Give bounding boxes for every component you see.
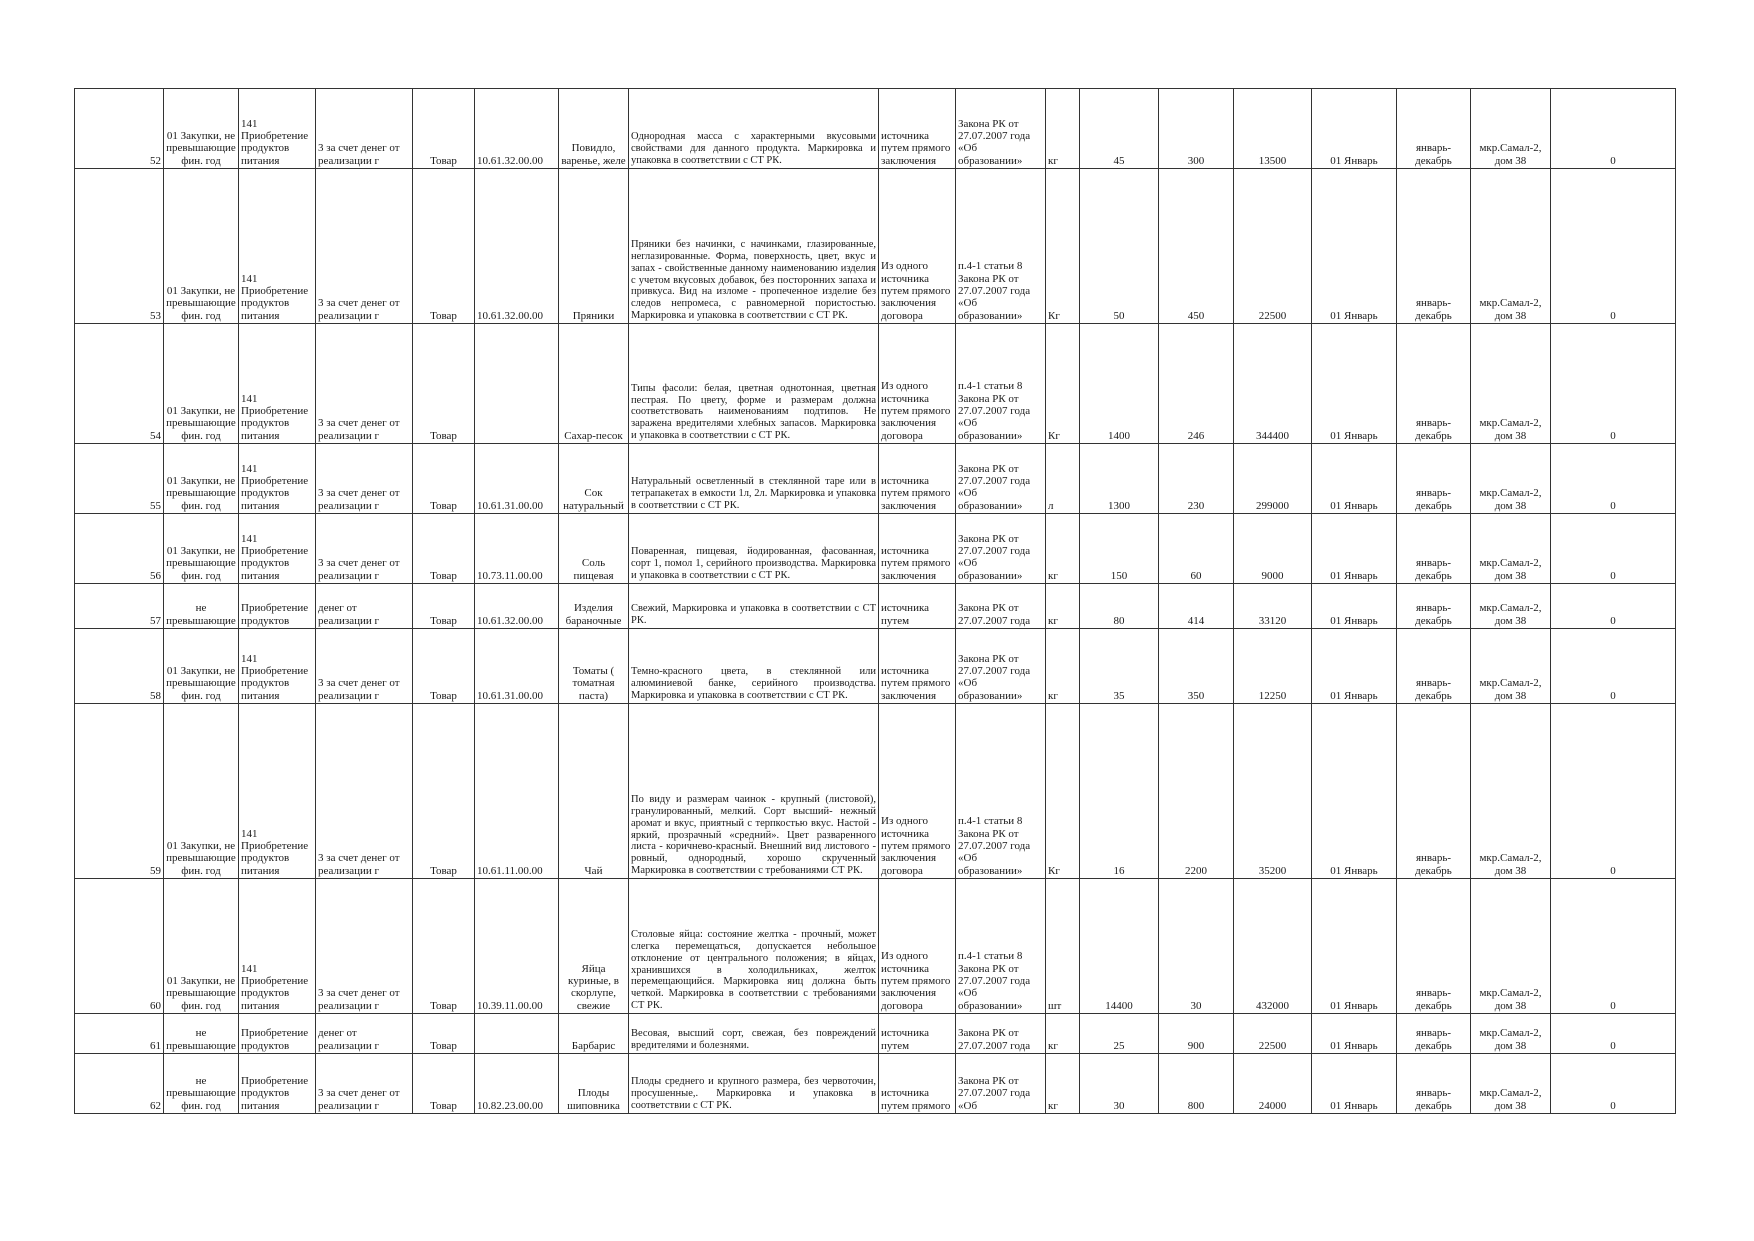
- purchase-type: 01 Закупки, не превышающие фин. год: [164, 89, 239, 169]
- delivery-period: январь-декабрь: [1397, 514, 1471, 584]
- legal-basis: п.4-1 статьи 8 Закона РК от 27.07.2007 года «Об образовании»: [956, 324, 1046, 444]
- table-row: [75, 584, 1676, 629]
- delivery-period: январь-декабрь: [1397, 169, 1471, 324]
- subject-kind: Товар: [413, 629, 475, 704]
- procurement-method: Из одного источника путем прямого заключения договора: [879, 324, 956, 444]
- item-description: Однородная масса с характерными вкусовыми свойствами для данного продукта. Маркировка и упаковка в соответствии с СТ РК.: [629, 89, 879, 169]
- delivery-period: январь-декабрь: [1397, 324, 1471, 444]
- table-row: [75, 169, 1676, 324]
- specifics: 141 Приобретение продуктов питания: [239, 879, 316, 1014]
- legal-basis: Закона РК от 27.07.2007 года: [956, 584, 1046, 629]
- item-name: Барбарис: [559, 1014, 629, 1054]
- planned-month: 01 Январь: [1312, 169, 1397, 324]
- procurement-method: источника путем прямого: [879, 1054, 956, 1114]
- quantity: 1300: [1080, 444, 1159, 514]
- unit-price: 60: [1159, 514, 1234, 584]
- subject-kind: Товар: [413, 444, 475, 514]
- purchase-type: 01 Закупки, не превышающие фин. год: [164, 704, 239, 879]
- total-sum: 22500: [1234, 169, 1312, 324]
- legal-basis: Закона РК от 27.07.2007 года «Об образовании»: [956, 444, 1046, 514]
- delivery-place: мкр.Самал-2, дом 38: [1471, 324, 1551, 444]
- advance-payment: 0: [1551, 704, 1676, 879]
- specifics: 141 Приобретение продуктов питания: [239, 169, 316, 324]
- table-row: [75, 879, 1676, 1014]
- quantity: 30: [1080, 1054, 1159, 1114]
- table-row: [75, 629, 1676, 704]
- total-sum: 9000: [1234, 514, 1312, 584]
- legal-basis: Закона РК от 27.07.2007 года «Об образовании»: [956, 629, 1046, 704]
- row-number: 58: [75, 629, 164, 704]
- procurement-method: источника путем: [879, 1014, 956, 1054]
- row-number: 57: [75, 584, 164, 629]
- purchase-type: 01 Закупки, не превышающие фин. год: [164, 444, 239, 514]
- advance-payment: 0: [1551, 514, 1676, 584]
- unit-of-measure: кг: [1046, 1054, 1080, 1114]
- subject-kind: Товар: [413, 879, 475, 1014]
- purchase-type: не превышающие фин. год: [164, 1054, 239, 1114]
- funding-source: 3 за счет денег от реализации г: [316, 629, 413, 704]
- unit-of-measure: Кг: [1046, 169, 1080, 324]
- row-number: 56: [75, 514, 164, 584]
- procurement-method: Из одного источника путем прямого заключения договора: [879, 169, 956, 324]
- item-description: Свежий, Маркировка и упаковка в соответствии с СТ РК.: [629, 584, 879, 629]
- item-name: Соль пищевая: [559, 514, 629, 584]
- legal-basis: Закона РК от 27.07.2007 года «Об образовании»: [956, 89, 1046, 169]
- item-description: Плоды среднего и крупного размера, без червоточин, просушенные,. Маркировка и упаковка в соответствии с СТ РК.: [629, 1054, 879, 1114]
- specifics: 141 Приобретение продуктов питания: [239, 629, 316, 704]
- unit-price: 450: [1159, 169, 1234, 324]
- ktru-code: 10.73.11.00.00: [475, 514, 559, 584]
- delivery-place: мкр.Самал-2, дом 38: [1471, 629, 1551, 704]
- unit-price: 350: [1159, 629, 1234, 704]
- table-row: [75, 514, 1676, 584]
- total-sum: 24000: [1234, 1054, 1312, 1114]
- row-number: 59: [75, 704, 164, 879]
- unit-of-measure: кг: [1046, 1014, 1080, 1054]
- row-number: 53: [75, 169, 164, 324]
- advance-payment: 0: [1551, 584, 1676, 629]
- ktru-code: [475, 1014, 559, 1054]
- planned-month: 01 Январь: [1312, 629, 1397, 704]
- item-name: Сахар-песок: [559, 324, 629, 444]
- delivery-period: январь-декабрь: [1397, 879, 1471, 1014]
- item-name: Повидло, варенье, желе: [559, 89, 629, 169]
- delivery-place: мкр.Самал-2, дом 38: [1471, 584, 1551, 629]
- planned-month: 01 Январь: [1312, 704, 1397, 879]
- planned-month: 01 Январь: [1312, 1054, 1397, 1114]
- item-description: По виду и размерам чаинок - крупный (листовой), гранулированный, мелкий. Сорт высший- нежный аромат и вкус, приятный с терпкостью вкус. Настой - яркий, прозрачный «средний». Цвет разваренного листа - коричнево-красный. Внешний вид листового - ровный, однородный, хорошо скрученный Маркировка в соответствии с требованиями СТ РК.: [629, 704, 879, 879]
- funding-source: 3 за счет денег от реализации г: [316, 704, 413, 879]
- delivery-period: январь-декабрь: [1397, 1014, 1471, 1054]
- unit-of-measure: шт: [1046, 879, 1080, 1014]
- row-number: 60: [75, 879, 164, 1014]
- unit-of-measure: Кг: [1046, 324, 1080, 444]
- specifics: 141 Приобретение продуктов питания: [239, 89, 316, 169]
- total-sum: 13500: [1234, 89, 1312, 169]
- delivery-period: январь-декабрь: [1397, 704, 1471, 879]
- funding-source: 3 за счет денег от реализации г: [316, 514, 413, 584]
- specifics: 141 Приобретение продуктов питания: [239, 704, 316, 879]
- item-name: Яйца куриные, в скорлупе, свежие: [559, 879, 629, 1014]
- total-sum: 22500: [1234, 1014, 1312, 1054]
- advance-payment: 0: [1551, 324, 1676, 444]
- planned-month: 01 Январь: [1312, 584, 1397, 629]
- quantity: 14400: [1080, 879, 1159, 1014]
- ktru-code: 10.61.32.00.00: [475, 169, 559, 324]
- delivery-place: мкр.Самал-2, дом 38: [1471, 1054, 1551, 1114]
- procurement-method: источника путем прямого заключения: [879, 629, 956, 704]
- legal-basis: п.4-1 статьи 8 Закона РК от 27.07.2007 года «Об образовании»: [956, 169, 1046, 324]
- planned-month: 01 Январь: [1312, 89, 1397, 169]
- total-sum: 12250: [1234, 629, 1312, 704]
- table-row: [75, 704, 1676, 879]
- planned-month: 01 Январь: [1312, 324, 1397, 444]
- table-body: [75, 89, 1676, 1114]
- delivery-place: мкр.Самал-2, дом 38: [1471, 89, 1551, 169]
- ktru-code: 10.61.31.00.00: [475, 629, 559, 704]
- unit-of-measure: кг: [1046, 584, 1080, 629]
- unit-of-measure: л: [1046, 444, 1080, 514]
- delivery-period: январь-декабрь: [1397, 1054, 1471, 1114]
- procurement-method: Из одного источника путем прямого заключения договора: [879, 704, 956, 879]
- delivery-place: мкр.Самал-2, дом 38: [1471, 704, 1551, 879]
- delivery-place: мкр.Самал-2, дом 38: [1471, 514, 1551, 584]
- item-name: Томаты ( томатная паста): [559, 629, 629, 704]
- ktru-code: 10.61.32.00.00: [475, 89, 559, 169]
- purchase-type: 01 Закупки, не превышающие фин. год: [164, 514, 239, 584]
- procurement-method: источника путем: [879, 584, 956, 629]
- legal-basis: Закона РК от 27.07.2007 года: [956, 1014, 1046, 1054]
- total-sum: 432000: [1234, 879, 1312, 1014]
- quantity: 16: [1080, 704, 1159, 879]
- table-row: [75, 1054, 1676, 1114]
- delivery-place: мкр.Самал-2, дом 38: [1471, 444, 1551, 514]
- ktru-code: 10.61.11.00.00: [475, 704, 559, 879]
- delivery-period: январь-декабрь: [1397, 629, 1471, 704]
- item-name: Пряники: [559, 169, 629, 324]
- item-name: Чай: [559, 704, 629, 879]
- total-sum: 299000: [1234, 444, 1312, 514]
- item-description: Поваренная, пищевая, йодированная, фасованная, сорт 1, помол 1, серийного производства. Маркировка и упаковка в соответствии с СТ РК.: [629, 514, 879, 584]
- table-row: [75, 444, 1676, 514]
- funding-source: 3 за счет денег от реализации г: [316, 324, 413, 444]
- procurement-method: источника путем прямого заключения: [879, 444, 956, 514]
- item-description: Темно-красного цвета, в стеклянной или алюминиевой банке, серийного производства. Маркировка и упаковка в соответствии с СТ РК.: [629, 629, 879, 704]
- total-sum: 344400: [1234, 324, 1312, 444]
- item-name: Сок натуральный: [559, 444, 629, 514]
- advance-payment: 0: [1551, 1014, 1676, 1054]
- unit-price: 900: [1159, 1014, 1234, 1054]
- unit-price: 414: [1159, 584, 1234, 629]
- delivery-period: январь-декабрь: [1397, 444, 1471, 514]
- advance-payment: 0: [1551, 444, 1676, 514]
- planned-month: 01 Январь: [1312, 1014, 1397, 1054]
- advance-payment: 0: [1551, 1054, 1676, 1114]
- total-sum: 35200: [1234, 704, 1312, 879]
- item-description: Пряники без начинки, с начинками, глазированные, неглазированные. Форма, поверхность, цвет, вкус и запах - свойственные данному наименованию изделия с учетом вкусовых добавок, без посторонних запаха и привкуса. Вид на изломе - пропеченное изделие без следов непромеса, с равномерной пористостью. Маркировка и упаковка в соответствии с СТ РК.: [629, 169, 879, 324]
- ktru-code: 10.39.11.00.00: [475, 879, 559, 1014]
- row-number: 54: [75, 324, 164, 444]
- quantity: 25: [1080, 1014, 1159, 1054]
- unit-price: 2200: [1159, 704, 1234, 879]
- delivery-period: январь-декабрь: [1397, 584, 1471, 629]
- subject-kind: Товар: [413, 584, 475, 629]
- subject-kind: Товар: [413, 324, 475, 444]
- advance-payment: 0: [1551, 629, 1676, 704]
- funding-source: денег от реализации г: [316, 584, 413, 629]
- funding-source: 3 за счет денег от реализации г: [316, 444, 413, 514]
- procurement-table: [74, 88, 1676, 1114]
- funding-source: 3 за счет денег от реализации г: [316, 89, 413, 169]
- item-description: Весовая, высший сорт, свежая, без повреждений вредителями и болезнями.: [629, 1014, 879, 1054]
- legal-basis: п.4-1 статьи 8 Закона РК от 27.07.2007 года «Об образовании»: [956, 879, 1046, 1014]
- funding-source: денег от реализации г: [316, 1014, 413, 1054]
- purchase-type: 01 Закупки, не превышающие фин. год: [164, 169, 239, 324]
- total-sum: 33120: [1234, 584, 1312, 629]
- subject-kind: Товар: [413, 1014, 475, 1054]
- purchase-type: не превышающие: [164, 1014, 239, 1054]
- row-number: 55: [75, 444, 164, 514]
- table-row: [75, 1014, 1676, 1054]
- ktru-code: 10.82.23.00.00: [475, 1054, 559, 1114]
- unit-of-measure: кг: [1046, 514, 1080, 584]
- funding-source: 3 за счет денег от реализации г: [316, 169, 413, 324]
- quantity: 1400: [1080, 324, 1159, 444]
- procurement-method: источника путем прямого заключения: [879, 514, 956, 584]
- delivery-place: мкр.Самал-2, дом 38: [1471, 879, 1551, 1014]
- purchase-type: 01 Закупки, не превышающие фин. год: [164, 324, 239, 444]
- specifics: Приобретение продуктов: [239, 584, 316, 629]
- item-description: Типы фасоли: белая, цветная однотонная, цветная пестрая. По цвету, форме и размерам должна соответствовать наименованиям подтипов. Не заражена вредителями хлебных запасов. Маркировка и упаковка в соответствии с СТ РК.: [629, 324, 879, 444]
- item-description: Столовые яйца: состояние желтка - прочный, может слегка перемещаться, допускается небольшое отклонение от центрального положения; в яйцах, хранившихся в холодильниках, желток перемещающийся. Маркировка яиц должна быть четкой. Маркировка в соответствии с требованиями СТ РК.: [629, 879, 879, 1014]
- ktru-code: [475, 324, 559, 444]
- delivery-place: мкр.Самал-2, дом 38: [1471, 169, 1551, 324]
- unit-price: 300: [1159, 89, 1234, 169]
- quantity: 35: [1080, 629, 1159, 704]
- quantity: 50: [1080, 169, 1159, 324]
- funding-source: 3 за счет денег от реализации г: [316, 1054, 413, 1114]
- specifics: 141 Приобретение продуктов питания: [239, 444, 316, 514]
- item-description: Натуральный осветленный в стеклянной таре или в тетрапакетах в емкости 1л, 2л. Маркировка и упаковка в соответствии с СТ РК.: [629, 444, 879, 514]
- ktru-code: 10.61.32.00.00: [475, 584, 559, 629]
- advance-payment: 0: [1551, 89, 1676, 169]
- purchase-type: 01 Закупки, не превышающие фин. год: [164, 879, 239, 1014]
- table-row: [75, 89, 1676, 169]
- legal-basis: Закона РК от 27.07.2007 года «Об: [956, 1054, 1046, 1114]
- funding-source: 3 за счет денег от реализации г: [316, 879, 413, 1014]
- planned-month: 01 Январь: [1312, 879, 1397, 1014]
- legal-basis: Закона РК от 27.07.2007 года «Об образовании»: [956, 514, 1046, 584]
- subject-kind: Товар: [413, 514, 475, 584]
- quantity: 45: [1080, 89, 1159, 169]
- specifics: 141 Приобретение продуктов питания: [239, 324, 316, 444]
- unit-of-measure: кг: [1046, 629, 1080, 704]
- quantity: 80: [1080, 584, 1159, 629]
- unit-price: 30: [1159, 879, 1234, 1014]
- item-name: Плоды шиповника: [559, 1054, 629, 1114]
- unit-of-measure: кг: [1046, 89, 1080, 169]
- purchase-type: не превышающие: [164, 584, 239, 629]
- specifics: 141 Приобретение продуктов питания: [239, 514, 316, 584]
- advance-payment: 0: [1551, 879, 1676, 1014]
- unit-price: 230: [1159, 444, 1234, 514]
- subject-kind: Товар: [413, 1054, 475, 1114]
- delivery-place: мкр.Самал-2, дом 38: [1471, 1014, 1551, 1054]
- subject-kind: Товар: [413, 169, 475, 324]
- row-number: 52: [75, 89, 164, 169]
- planned-month: 01 Январь: [1312, 444, 1397, 514]
- ktru-code: 10.61.31.00.00: [475, 444, 559, 514]
- unit-price: 800: [1159, 1054, 1234, 1114]
- unit-of-measure: Кг: [1046, 704, 1080, 879]
- subject-kind: Товар: [413, 89, 475, 169]
- quantity: 150: [1080, 514, 1159, 584]
- planned-month: 01 Январь: [1312, 514, 1397, 584]
- specifics: Приобретение продуктов: [239, 1014, 316, 1054]
- item-name: Изделия бараночные: [559, 584, 629, 629]
- row-number: 61: [75, 1014, 164, 1054]
- table-row: [75, 324, 1676, 444]
- unit-price: 246: [1159, 324, 1234, 444]
- row-number: 62: [75, 1054, 164, 1114]
- purchase-type: 01 Закупки, не превышающие фин. год: [164, 629, 239, 704]
- procurement-method: источника путем прямого заключения: [879, 89, 956, 169]
- procurement-method: Из одного источника путем прямого заключения договора: [879, 879, 956, 1014]
- specifics: Приобретение продуктов питания: [239, 1054, 316, 1114]
- advance-payment: 0: [1551, 169, 1676, 324]
- delivery-period: январь-декабрь: [1397, 89, 1471, 169]
- legal-basis: п.4-1 статьи 8 Закона РК от 27.07.2007 года «Об образовании»: [956, 704, 1046, 879]
- subject-kind: Товар: [413, 704, 475, 879]
